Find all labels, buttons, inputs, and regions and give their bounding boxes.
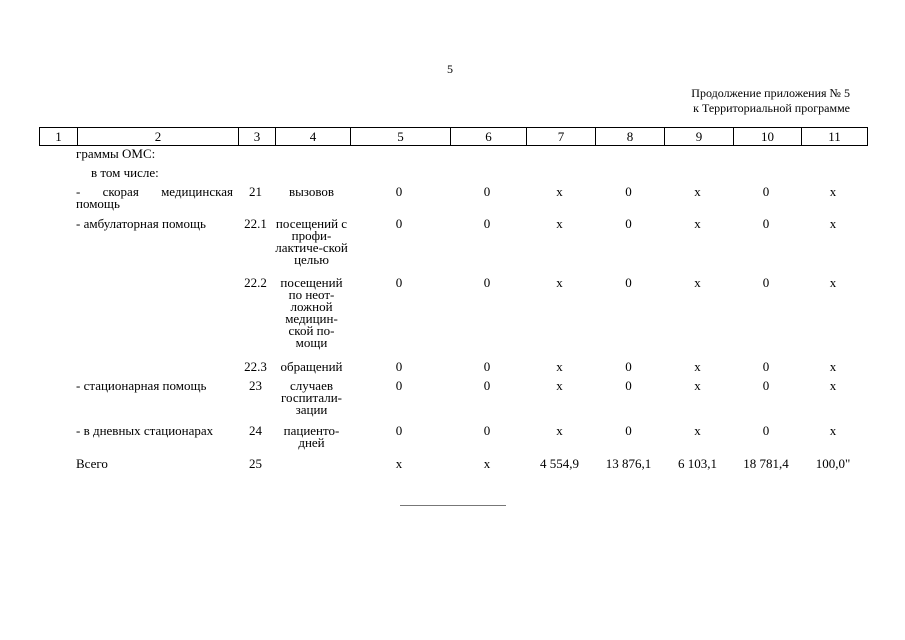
cell-col-7: х [556,216,563,231]
header-col-3: 3 [238,128,275,145]
row-unit: пациенто-дней [283,423,340,450]
cell-col-8: 0 [625,184,632,199]
cell-col-7: х [556,423,563,438]
cell-col-6: 0 [483,275,491,290]
cell-col-9: х [694,423,701,438]
header-col-2: 2 [77,128,238,145]
cell-col-10: 0 [762,423,770,438]
cell-col-10: 0 [762,359,770,374]
row-label: - в дневных стационарах [76,423,214,438]
cell-col-8: 0 [625,423,632,438]
row-label: - амбулаторная помощь [76,216,206,231]
row-label: - скорая медицинская помощь [76,184,233,211]
cell-col-6: 0 [483,359,491,374]
cell-col-10: 0 [762,378,770,393]
cell-col-8: 0 [625,216,632,231]
cell-col-9: х [694,378,701,393]
row-label: Всего [76,456,108,471]
cell-col-5: 0 [395,423,403,438]
cell-col-9: 6 103,1 [678,456,717,471]
cell-col-11: х [829,359,837,374]
cell-col-8: 13 876,1 [605,456,652,471]
cell-col-5: 0 [395,184,403,199]
cell-col-7: х [556,275,563,290]
row-unit: вызовов [288,184,335,199]
appendix-line-1: Продолжение приложения № 5 [691,86,850,100]
cell-col-11: х [829,216,837,231]
cell-col-7: х [556,359,563,374]
cell-col-9: х [694,275,701,290]
appendix-note [600,86,850,116]
cell-col-5: х [395,456,403,471]
cell-col-11: х [829,378,837,393]
cell-col-5: 0 [395,216,403,231]
cell-col-9: х [694,216,701,231]
cell-col-10: 0 [762,216,770,231]
cell-col-5: 0 [395,359,403,374]
cell-col-8: 0 [625,378,632,393]
row-unit: обращений [280,359,343,374]
cell-col-6: 0 [483,216,491,231]
cell-col-6: 0 [483,423,491,438]
cell-col-6: 0 [483,378,491,393]
header-col-11: 11 [801,128,867,145]
header-col-7: 7 [526,128,595,145]
footnote-separator [400,505,506,506]
row-unit: посещений с профи-лактиче-ской целью [275,216,348,267]
cell-col-9: х [694,359,701,374]
cell-col-7: х [556,378,563,393]
row-unit: случаев госпитали-зации [280,378,342,417]
page-number: 5 [447,62,453,76]
cell-col-10: 0 [762,184,770,199]
cell-col-7: 4 554,9 [540,456,579,471]
header-col-9: 9 [664,128,733,145]
header-col-6: 6 [450,128,526,145]
cell-col-5: 0 [395,378,403,393]
appendix-line-2: к Территориальной программе [693,101,850,115]
header-col-4: 4 [275,128,350,145]
header-col-10: 10 [733,128,801,145]
cell-col-6: 0 [483,184,491,199]
cell-col-6: х [483,456,491,471]
row-label: граммы ОМС: [76,146,156,161]
cell-col-11: х [829,275,837,290]
cell-col-10: 0 [762,275,770,290]
cell-col-10: 18 781,4 [743,456,789,471]
cell-col-11: х [829,184,837,199]
cell-col-8: 0 [625,275,632,290]
row-label: - стационарная помощь [76,378,207,393]
row-code: 25 [249,456,262,471]
row-code: 23 [249,378,262,393]
row-code: 24 [249,423,262,438]
cell-col-11: 100,0" [815,456,851,471]
table-header [39,127,868,146]
row-code: 22.3 [244,359,267,374]
header-col-1: 1 [55,129,62,144]
cell-col-8: 0 [625,359,632,374]
header-col-5: 5 [350,128,450,145]
cell-col-9: х [694,184,701,199]
row-code: 22.2 [244,275,267,290]
row-code: 22.1 [244,216,267,231]
row-code: 21 [249,184,262,199]
row-label: в том числе: [91,165,159,180]
data-table [39,127,868,471]
cell-col-5: 0 [395,275,403,290]
cell-col-11: х [829,423,837,438]
row-unit: посещений по неот-ложной медицин-ской по-мощи [280,275,343,350]
cell-col-7: х [556,184,563,199]
header-col-8: 8 [595,128,664,145]
